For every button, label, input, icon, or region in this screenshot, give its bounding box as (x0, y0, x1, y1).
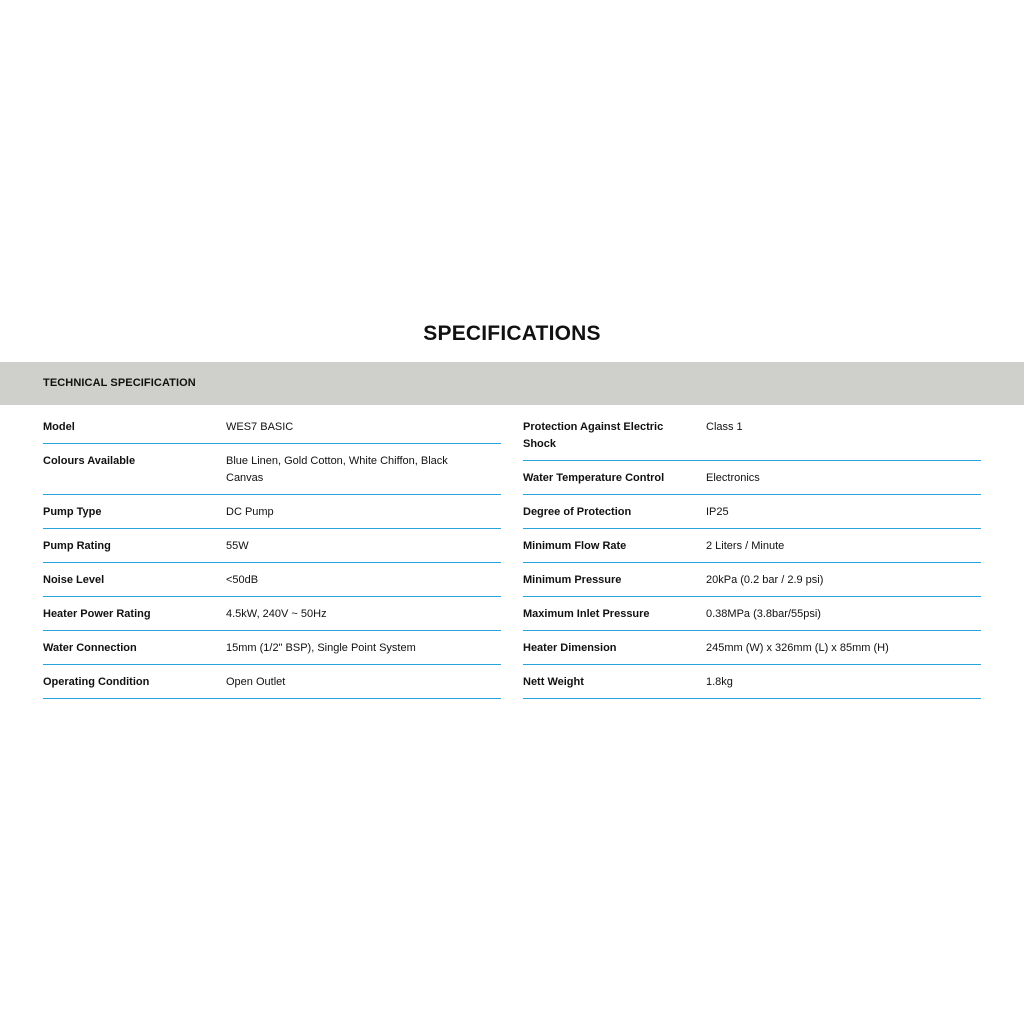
spec-row (43, 495, 501, 529)
spec-row (523, 631, 981, 665)
spec-row (43, 631, 501, 665)
spec-label: Protection Against Electric Shock (523, 421, 664, 450)
spec-label: Heater Dimension (523, 642, 617, 654)
spec-row (523, 461, 981, 495)
spec-value: 1.8kg (706, 676, 733, 688)
section-banner (0, 362, 1024, 405)
spec-label: Heater Power Rating (43, 608, 151, 620)
spec-row (43, 410, 501, 444)
spec-label: Minimum Pressure (523, 574, 622, 586)
spec-row (43, 563, 501, 597)
spec-label: Maximum Inlet Pressure (523, 608, 650, 620)
spec-value: 245mm (W) x 326mm (L) x 85mm (H) (706, 642, 889, 654)
spec-value: 55W (226, 540, 249, 552)
spec-value: 20kPa (0.2 bar / 2.9 psi) (706, 574, 824, 586)
spec-row (43, 444, 501, 495)
spec-label: Colours Available (43, 455, 136, 467)
spec-value: Electronics (706, 472, 760, 484)
spec-label: Pump Rating (43, 540, 111, 552)
spec-table-right (523, 410, 981, 699)
spec-row (523, 495, 981, 529)
spec-label: Degree of Protection (523, 506, 632, 518)
spec-label: Noise Level (43, 574, 105, 586)
section-label: TECHNICAL SPECIFICATION (43, 377, 196, 389)
spec-value: IP25 (706, 506, 729, 518)
spec-row (523, 529, 981, 563)
spec-label: Model (43, 421, 75, 433)
spec-value: 2 Liters / Minute (706, 540, 785, 552)
spec-value: Open Outlet (226, 676, 286, 688)
spec-row (523, 665, 981, 699)
spec-row (43, 665, 501, 699)
spec-label: Nett Weight (523, 676, 584, 688)
spec-value: WES7 BASIC (226, 421, 294, 433)
spec-table-left (43, 410, 501, 699)
spec-label: Operating Condition (43, 676, 150, 688)
spec-value: 0.38MPa (3.8bar/55psi) (706, 608, 821, 620)
spec-value: Class 1 (706, 421, 743, 433)
spec-value: DC Pump (226, 506, 274, 518)
spec-row (43, 529, 501, 563)
spec-row (523, 410, 981, 461)
spec-value: 4.5kW, 240V ~ 50Hz (226, 608, 327, 620)
spec-value: <50dB (226, 574, 259, 586)
spec-label: Water Temperature Control (523, 472, 665, 484)
spec-label: Minimum Flow Rate (523, 540, 627, 552)
spec-row (523, 597, 981, 631)
spec-row (523, 563, 981, 597)
spec-label: Pump Type (43, 506, 102, 518)
spec-value: 15mm (1/2" BSP), Single Point System (226, 642, 416, 654)
spec-row (43, 597, 501, 631)
page-title: SPECIFICATIONS (423, 322, 601, 345)
spec-value: Blue Linen, Gold Cotton, White Chiffon, Black Canvas (226, 455, 448, 484)
spec-label: Water Connection (43, 642, 137, 654)
